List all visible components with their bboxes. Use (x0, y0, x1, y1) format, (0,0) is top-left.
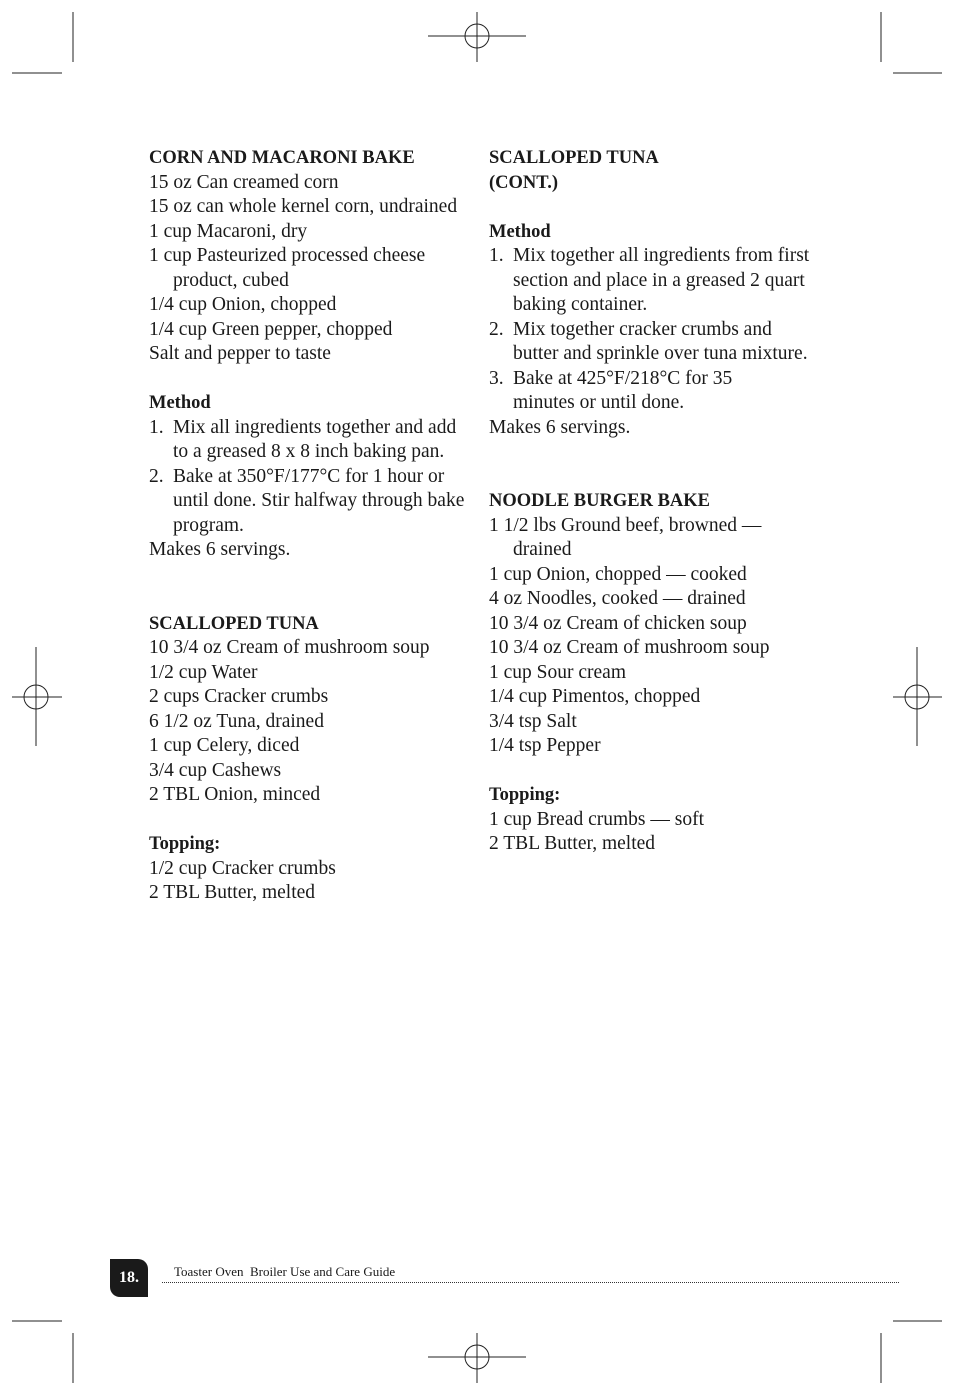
recipe-noodle-burger-bake (489, 489, 819, 857)
recipe-corn-macaroni-bake (149, 146, 469, 563)
step-text: Mix all ingredients together and add to a greased 8 x 8 inch baking pan. (173, 416, 457, 462)
ingredient-item: 1 cup Celery, diced (149, 735, 300, 756)
left-column (149, 146, 469, 906)
step-number: 3. (489, 367, 504, 389)
method-heading: Method (149, 393, 211, 413)
ingredient-item: 10 3/4 oz Cream of chicken soup (489, 612, 747, 634)
ingredient-item: 3/4 tsp Salt (489, 710, 577, 732)
right-column (489, 146, 819, 857)
method-step (489, 318, 819, 367)
step-number: 2. (149, 465, 164, 487)
page-number-badge: 18. (110, 1259, 148, 1297)
ingredient-item: 1 cup Onion, chopped — cooked (489, 563, 747, 585)
step-number: 2. (489, 318, 504, 340)
recipe-title: SCALLOPED TUNA (149, 613, 319, 634)
method-step (149, 416, 469, 465)
ingredient-item: 2 TBL Onion, minced (149, 784, 321, 805)
topping-heading: Topping: (489, 785, 561, 805)
recipe-scalloped-tuna (149, 612, 469, 906)
recipe-title-continued: (CONT.) (489, 172, 559, 193)
ingredient-item: 10 3/4 oz Cream of mushroom soup (489, 637, 770, 658)
method-step (489, 367, 819, 416)
ingredient-item: 15 oz can whole kernel corn, undrained (149, 196, 458, 217)
topping-item: 2 TBL Butter, melted (149, 882, 316, 903)
recipe-title: CORN AND MACARONI BAKE (149, 148, 415, 168)
ingredient-item: 1 cup Macaroni, dry (149, 220, 308, 242)
footer-dotted-rule (162, 1282, 899, 1283)
ingredient-item: 1/4 tsp Pepper (489, 735, 601, 756)
ingredient-item: 1/4 cup Onion, chopped (149, 294, 337, 315)
ingredient-item: Salt and pepper to taste (149, 343, 331, 364)
topping-item: 1 cup Bread crumbs — soft (489, 808, 704, 830)
ingredient-item: 6 1/2 oz Tuna, drained (149, 710, 324, 732)
recipe-title: NOODLE BURGER BAKE (489, 491, 711, 511)
ingredient-item: 2 cups Cracker crumbs (149, 686, 329, 707)
step-text: Mix together all ingredients from first section and place in a greased 2 quart baking container. (513, 245, 810, 315)
topping-heading: Topping: (149, 834, 221, 854)
step-text: Bake at 350°F/177°C for 1 hour or until done. Stir halfway through bake program. (173, 465, 465, 536)
ingredient-item: 15 oz Can creamed corn (149, 171, 339, 193)
recipe-title: SCALLOPED TUNA (489, 148, 659, 168)
yield-text: Makes 6 servings. (489, 416, 631, 438)
ingredient-item: 1 1/2 lbs Ground beef, browned — drained (489, 514, 762, 560)
topping-item: 1/2 cup Cracker crumbs (149, 857, 336, 879)
ingredient-item: 1/4 cup Green pepper, chopped (149, 318, 393, 340)
step-number: 1. (149, 416, 164, 438)
recipe-scalloped-tuna-cont (489, 146, 819, 440)
ingredient-item: 4 oz Noodles, cooked — drained (489, 588, 746, 609)
ingredient-item: 1 cup Pasteurized processed cheese product, cubed (149, 245, 426, 291)
method-step (149, 465, 469, 539)
step-text: Mix together cracker crumbs and butter and sprinkle over tuna mixture. (513, 318, 808, 364)
yield-text: Makes 6 servings. (149, 539, 291, 560)
ingredient-item: 1 cup Sour cream (489, 661, 626, 683)
topping-item: 2 TBL Butter, melted (489, 833, 656, 854)
method-heading: Method (489, 221, 551, 242)
step-number: 1. (489, 245, 504, 266)
ingredient-item: 1/4 cup Pimentos, chopped (489, 686, 701, 707)
step-text: Bake at 425°F/218°C for 35 minutes or until done. (513, 367, 733, 413)
ingredient-item: 10 3/4 oz Cream of mushroom soup (149, 637, 430, 658)
ingredient-item: 3/4 cup Cashews (149, 759, 282, 781)
footer-guide-title: Toaster Oven Broiler Use and Care Guide (174, 1264, 396, 1279)
ingredient-item: 1/2 cup Water (149, 661, 258, 683)
method-step (489, 244, 819, 318)
